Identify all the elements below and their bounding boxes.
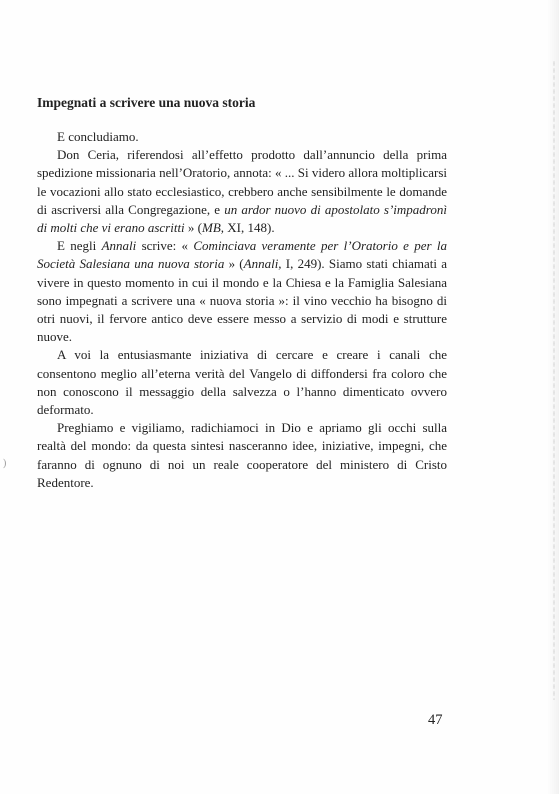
paragraph: [37, 146, 447, 237]
text-run: XI, 148).: [224, 220, 275, 236]
text-run: » (: [184, 220, 203, 236]
text-run: » (: [224, 256, 244, 272]
section-heading: Impegnati a scrivere una nuova storia: [37, 95, 256, 110]
text-run: A voi la entusiasmante iniziativa di cercare e creare i canali che consentono meglio all’eterna verità del Vangelo di diffondersi fra coloro che non conoscono il messaggio della salvezza o l’hanno dimenticato ovvero deformato.: [37, 347, 447, 418]
italic-run: Annali,: [243, 256, 282, 272]
text-run: E negli: [57, 238, 102, 254]
paragraph: [37, 346, 447, 419]
margin-mark: ): [3, 458, 7, 469]
italic-run: Cominciava veramente per l’Oratorio e per la Società Salesiana una nuova storia: [37, 238, 447, 272]
paragraph: [37, 419, 447, 492]
text-run: Preghiamo e vigiliamo, radichiamoci in Dio e apriamo gli occhi sulla realtà del mondo: da questa sintesi nasceranno idee, iniziative, impegni, che faranno di ognuno di noi un reale cooperatore del ministero di Cristo Redentore.: [37, 420, 447, 490]
text-run: Don Ceria, riferendosi all’effetto prodotto dall’annuncio della prima spedizione missionaria nell’Oratorio, annota: « ... Si videro allora moltiplicarsi le vocazioni allo stato ecclesiastico, crebbero anche sensibilmente le domande di ascriversi alla Congregazione, e: [37, 147, 447, 217]
body-text: [37, 128, 447, 492]
text-run: scrive: «: [136, 238, 194, 254]
paragraph: [37, 128, 447, 146]
italic-run: un ardor nuovo di apostolato s’impadronì di molti che vi erano ascritti: [37, 201, 447, 236]
italic-run: Annali: [101, 238, 137, 254]
italic-run: MB,: [202, 220, 225, 236]
text-run: I, 249). Siamo stati chiamati a vivere in questo momento in cui il mondo e la Chiesa e la Famiglia Salesiana sono impegnati a scrivere una « nuova storia »: il vino vecchio ha bisogno di otri nuovi, il fervore antico deve essere messo a servizio di modi e strutture nuove.: [37, 256, 447, 345]
paragraph: [37, 237, 447, 346]
edge-dots: [553, 60, 555, 700]
page-number: 47: [428, 712, 443, 728]
text-run: E concludiamo.: [57, 129, 139, 144]
